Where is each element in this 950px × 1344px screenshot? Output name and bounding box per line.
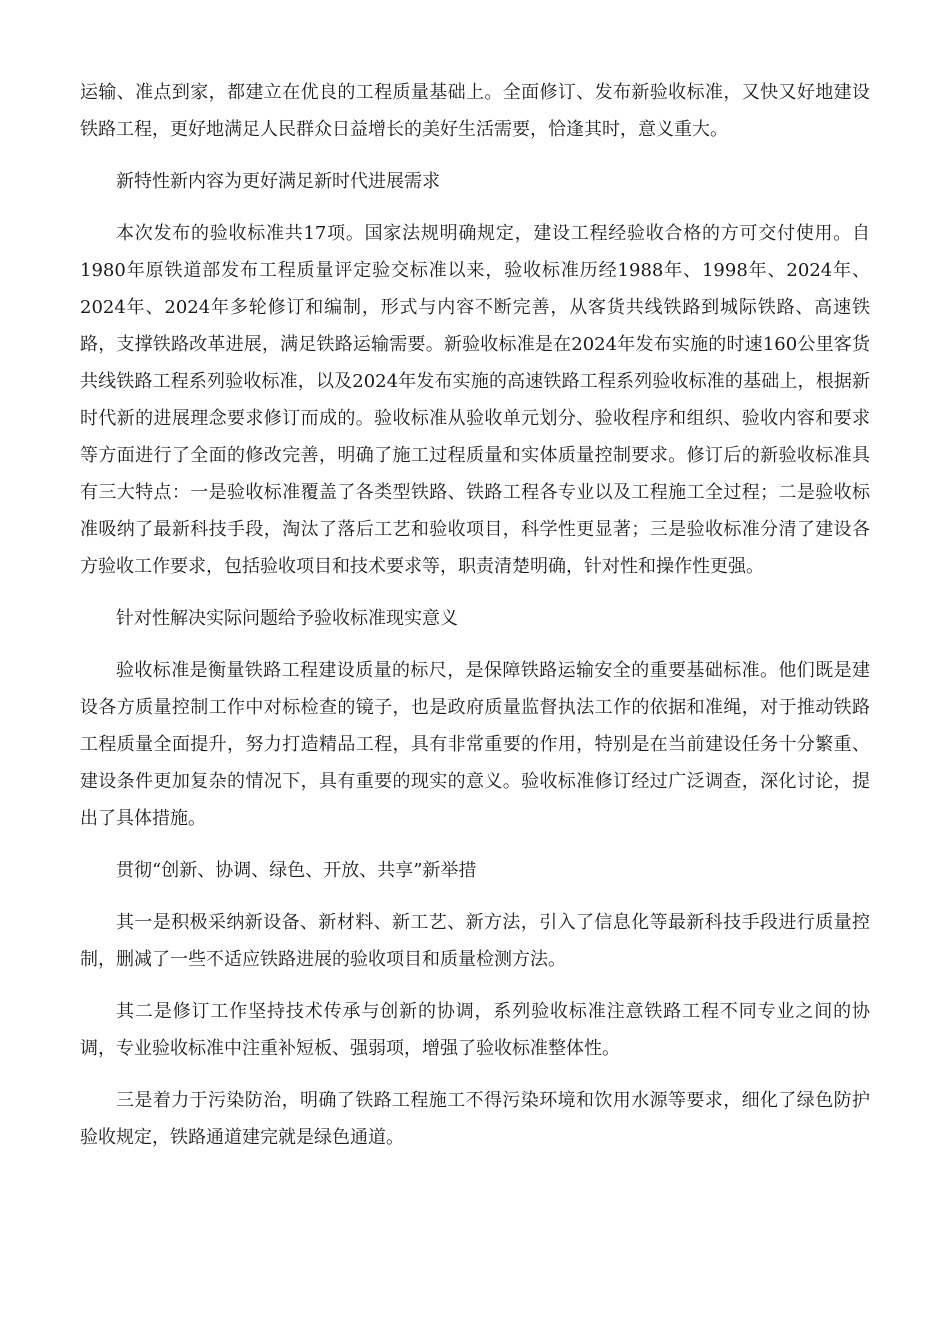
spacer: [80, 148, 870, 163]
section2-heading: 针对性解决实际问题给予验收标准现实意义: [116, 608, 458, 629]
spacer: [80, 889, 870, 904]
section2-body-paragraph: 验收标准是衡量铁路工程建设质量的标尺，是保障铁路运输安全的重要基础标准。他们既是建设各方质量控制工作中对标检查的镜子，也是政府质量监督执法工作的依据和准绳，对于推动铁路工程质量全面提升，努力打造精品工程，具有非常重要的作用，特别是在当前建设任务十分繁重、建设条件更加复杂的情况下，具有重要的现实的意义。验收标准修订经过广泛调查，深化讨论，提出了具体措施。: [80, 660, 870, 829]
section3-item1-paragraph: 其一是积极采纳新设备、新材料、新工艺、新方法，引入了信息化等最新科技手段进行质量控制，删减了一些不适应铁路进展的验收项目和质量检测方法。: [80, 912, 870, 970]
spacer: [80, 978, 870, 993]
section3-item3-paragraph: 三是着力于污染防治，明确了铁路工程施工不得污染环境和饮用水源等要求，细化了绿色防护验收规定，铁路通道建完就是绿色通道。: [80, 1090, 870, 1148]
document-page: [80, 74, 870, 1156]
section1-heading: 新特性新内容为更好满足新时代进展需求: [116, 171, 440, 192]
spacer: [80, 200, 870, 215]
spacer: [80, 837, 870, 852]
section1-body-paragraph: 本次发布的验收标准共17项。国家法规明确规定，建设工程经验收合格的方可交付使用。自1980年原铁道部发布工程质量评定验交标准以来，验收标准历经1988年、1998年、2024年、2024年、2024年多轮修订和编制，形式与内容不断完善，从客货共线铁路到城际铁路、高速铁路，支撑铁路改革进展，满足铁路运输需要。新验收标准是在2024年发布实施的时速160公里客货共线铁路工程系列验收标准，以及2024年发布实施的高速铁路工程系列验收标准的基础上，根据新时代新的进展理念要求修订而成的。验收标准从验收单元划分、验收程序和组织、验收内容和要求等方面进行了全面的修改完善，明确了施工过程质量和实体质量控制要求。修订后的新验收标准具有三大特点：一是验收标准覆盖了各类型铁路、铁路工程各专业以及工程施工全过程；二是验收标准吸纳了最新科技手段，淘汰了落后工艺和验收项目，科学性更显著；三是验收标准分清了建设各方验收工作要求，包括验收项目和技术要求等，职责清楚明确，针对性和操作性更强。: [80, 223, 870, 577]
section3-heading: 贯彻“创新、协调、绿色、开放、共享”新举措: [116, 860, 477, 881]
spacer: [80, 585, 870, 600]
section3-item2-paragraph: 其二是修订工作坚持技术传承与创新的协调，系列验收标准注意铁路工程不同专业之间的协调，专业验收标准中注重补短板、强弱项，增强了验收标准整体性。: [80, 1001, 870, 1059]
spacer: [80, 1067, 870, 1082]
intro-continuation-paragraph: 运输、准点到家，都建立在优良的工程质量基础上。全面修订、发布新验收标准，又快又好地建设铁路工程，更好地满足人民群众日益增长的美好生活需要，恰逢其时，意义重大。: [80, 82, 870, 140]
spacer: [80, 637, 870, 652]
